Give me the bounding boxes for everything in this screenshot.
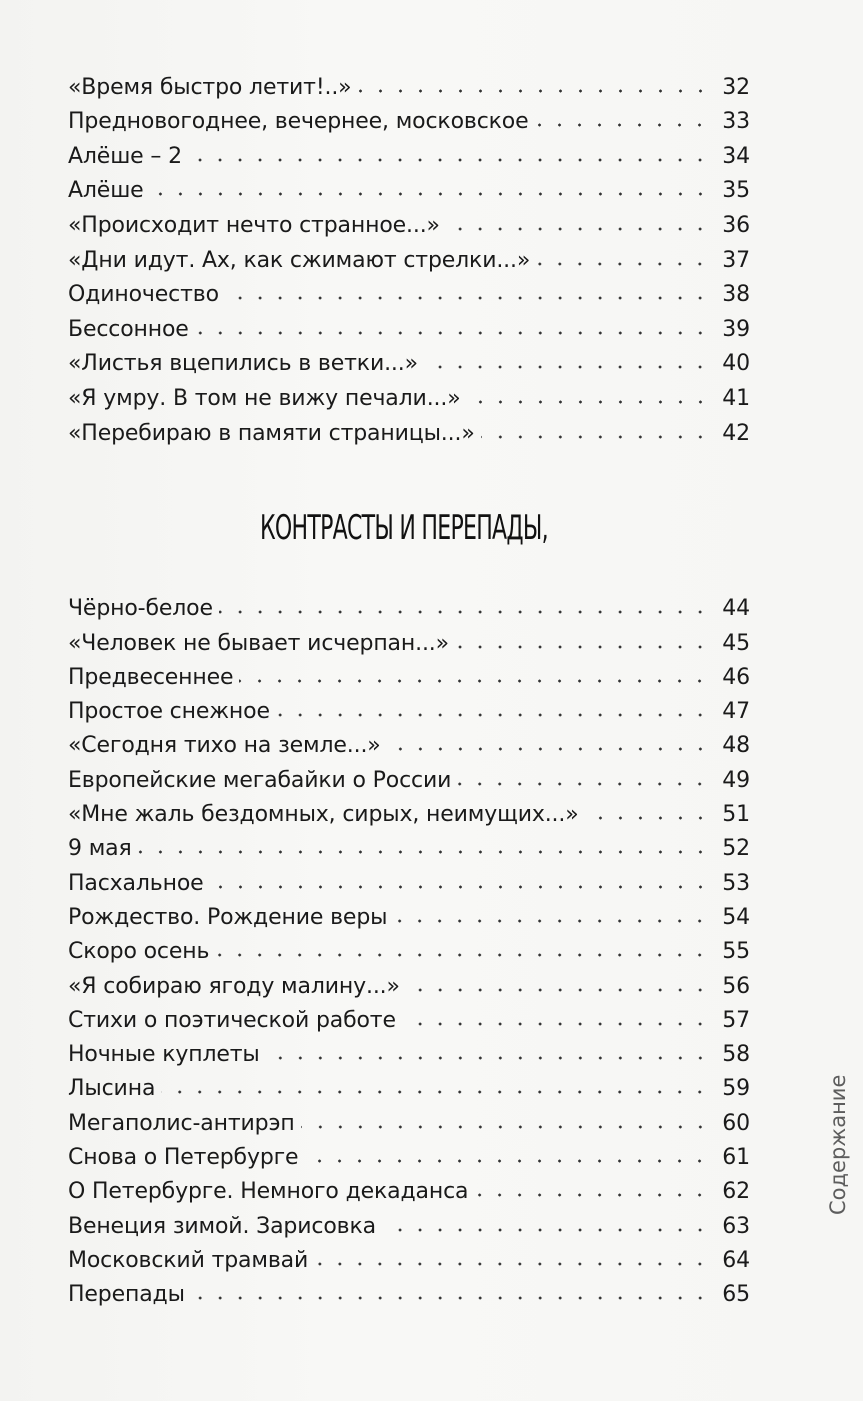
toc-entry-title: «Перебираю в памяти страницы...» bbox=[68, 420, 475, 446]
toc-entry-page: 57 bbox=[722, 1007, 750, 1033]
toc-entry-title: Предвесеннее bbox=[68, 664, 234, 690]
toc-entry-page: 58 bbox=[722, 1042, 750, 1068]
toc-entry bbox=[68, 410, 750, 445]
toc-entry-page: 42 bbox=[722, 420, 750, 446]
toc-entry bbox=[68, 1135, 750, 1169]
toc-leader-dots bbox=[150, 190, 710, 198]
toc-entry bbox=[68, 375, 750, 410]
toc-entry-page: 62 bbox=[722, 1179, 750, 1205]
toc-entry-title: Пасхальное bbox=[68, 870, 204, 896]
toc-entry-page: 36 bbox=[722, 212, 750, 238]
toc-entry-title: «Листья вцепились в ветки...» bbox=[68, 351, 418, 377]
toc-leader-dots bbox=[225, 294, 710, 302]
toc-entry-title: «Время быстро летит!..» bbox=[68, 74, 352, 100]
toc-entry-page: 63 bbox=[722, 1213, 750, 1239]
toc-entry-page: 52 bbox=[722, 836, 750, 862]
toc-entry-title: Простое снежное bbox=[68, 699, 270, 725]
toc-entry-title: Перепады bbox=[68, 1282, 185, 1308]
toc-entry bbox=[68, 306, 750, 341]
toc-entry bbox=[68, 1100, 750, 1134]
toc-entry-page: 47 bbox=[722, 699, 750, 725]
toc-entry bbox=[68, 586, 750, 620]
toc-list-part1 bbox=[68, 64, 750, 445]
toc-entry-page: 59 bbox=[722, 1076, 750, 1102]
toc-entry-title: Мегаполис-антирэп bbox=[68, 1110, 295, 1136]
toc-entry-title: Снова о Петербурге bbox=[68, 1145, 299, 1171]
toc-entry-page: 33 bbox=[722, 109, 750, 135]
toc-leader-dots bbox=[276, 711, 710, 719]
toc-leader-dots bbox=[382, 1226, 710, 1234]
toc-entry-page: 49 bbox=[722, 767, 750, 793]
toc-entry bbox=[68, 1032, 750, 1066]
toc-leader-dots bbox=[402, 1020, 710, 1028]
toc-entry-title: Рождество. Рождение веры bbox=[68, 904, 388, 930]
toc-entry-page: 41 bbox=[722, 385, 750, 411]
toc-leader-dots bbox=[301, 1123, 710, 1131]
toc-leader-dots bbox=[585, 814, 710, 822]
toc-entry bbox=[68, 64, 750, 99]
toc-entry-title: Одиночество bbox=[68, 282, 219, 308]
toc-entry-page: 61 bbox=[722, 1145, 750, 1171]
toc-entry-page: 46 bbox=[722, 664, 750, 690]
toc-entry bbox=[68, 341, 750, 376]
toc-entry-page: 44 bbox=[722, 596, 750, 622]
toc-entry-title: 9 мая bbox=[68, 836, 132, 862]
toc-leader-dots bbox=[387, 745, 710, 753]
toc-entry bbox=[68, 237, 750, 272]
toc-entry-page: 35 bbox=[722, 178, 750, 204]
toc-entry-title: Предновогоднее, вечернее, московское bbox=[68, 109, 529, 135]
toc-entry-title: Лысина bbox=[68, 1076, 156, 1102]
toc-entry bbox=[68, 792, 750, 826]
toc-entry bbox=[68, 826, 750, 860]
toc-entry-title: «Я собираю ягоду малину...» bbox=[68, 973, 400, 999]
toc-entry bbox=[68, 272, 750, 307]
toc-entry-title: Венеция зимой. Зарисовка bbox=[68, 1213, 376, 1239]
toc-entry-title: Московский трамвай bbox=[68, 1247, 309, 1273]
toc-entry-title: Стихи о поэтической работе bbox=[68, 1007, 396, 1033]
toc-entry bbox=[68, 1238, 750, 1272]
toc-entry bbox=[68, 929, 750, 963]
toc-leader-dots bbox=[161, 1088, 710, 1096]
running-head: Содержание bbox=[826, 1074, 850, 1215]
toc-entry-page: 45 bbox=[722, 630, 750, 656]
toc-entry-title: «Я умру. В том не вижу печали...» bbox=[68, 385, 461, 411]
toc-leader-dots bbox=[219, 608, 710, 616]
toc-entry-title: «Человек не бывает исчерпан...» bbox=[68, 630, 449, 656]
toc-entry bbox=[68, 1066, 750, 1100]
toc-leader-dots bbox=[406, 986, 710, 994]
toc-entry-page: 56 bbox=[722, 973, 750, 999]
toc-entry bbox=[68, 689, 750, 723]
toc-entry bbox=[68, 723, 750, 757]
toc-entry-title: Алёше bbox=[68, 178, 144, 204]
toc-entry-page: 65 bbox=[722, 1282, 750, 1308]
toc-entry-page: 48 bbox=[722, 733, 750, 759]
toc-leader-dots bbox=[195, 329, 710, 337]
toc-entry bbox=[68, 895, 750, 929]
toc-entry bbox=[68, 963, 750, 997]
toc-entry-page: 53 bbox=[722, 870, 750, 896]
toc-leader-dots bbox=[188, 156, 710, 164]
toc-entry-page: 64 bbox=[722, 1247, 750, 1273]
toc-leader-dots bbox=[266, 1054, 710, 1062]
toc-entry bbox=[68, 757, 750, 791]
toc-entry-title: Чёрно-белое bbox=[68, 596, 213, 622]
toc-leader-dots bbox=[455, 643, 710, 651]
toc-leader-dots bbox=[393, 917, 710, 925]
toc-leader-dots bbox=[457, 780, 710, 788]
toc-entry bbox=[68, 998, 750, 1032]
toc-entry-page: 32 bbox=[722, 74, 750, 100]
toc-leader-dots bbox=[215, 951, 710, 959]
toc-entry-page: 39 bbox=[722, 316, 750, 342]
toc-leader-dots bbox=[358, 87, 711, 95]
toc-entry-title: «Сегодня тихо на земле...» bbox=[68, 733, 381, 759]
toc-entry-title: О Петербурге. Немного декаданса bbox=[68, 1179, 469, 1205]
toc-entry-title: «Мне жаль бездомных, сирых, неимущих...» bbox=[68, 802, 579, 828]
toc-entry bbox=[68, 133, 750, 168]
toc-leader-dots bbox=[474, 1191, 710, 1199]
toc-entry bbox=[68, 202, 750, 237]
toc-leader-dots bbox=[446, 225, 710, 233]
toc-leader-dots bbox=[536, 260, 710, 268]
toc-entry-title: «Происходит нечто странное...» bbox=[68, 212, 440, 238]
toc-leader-dots bbox=[304, 1157, 710, 1165]
section-heading: КОНТРАСТЫ И ПЕРЕПАДЫ, bbox=[260, 508, 548, 548]
toc-entry bbox=[68, 99, 750, 134]
toc-entry bbox=[68, 860, 750, 894]
toc-leader-dots bbox=[481, 433, 710, 441]
toc-leader-dots bbox=[138, 848, 710, 856]
toc-entry bbox=[68, 655, 750, 689]
toc-leader-dots bbox=[424, 363, 710, 371]
toc-leader-dots bbox=[239, 677, 710, 685]
toc-leader-dots bbox=[210, 883, 710, 891]
toc-leader-dots bbox=[467, 398, 710, 406]
toc-entry-page: 60 bbox=[722, 1110, 750, 1136]
toc-entry bbox=[68, 620, 750, 654]
toc-entry bbox=[68, 168, 750, 203]
toc-entry-title: Бессонное bbox=[68, 316, 189, 342]
toc-entry-page: 34 bbox=[722, 143, 750, 169]
toc-entry-page: 55 bbox=[722, 939, 750, 965]
toc-leader-dots bbox=[191, 1294, 710, 1302]
toc-entry-title: Скоро осень bbox=[68, 939, 210, 965]
toc-entry bbox=[68, 1203, 750, 1237]
toc-entry-title: «Дни идут. Ах, как сжимают стрелки...» bbox=[68, 247, 531, 273]
toc-leader-dots bbox=[534, 121, 710, 129]
toc-entry bbox=[68, 1272, 750, 1306]
toc-entry-page: 54 bbox=[722, 904, 750, 930]
toc-entry-page: 51 bbox=[722, 802, 750, 828]
toc-entry-page: 37 bbox=[722, 247, 750, 273]
toc-leader-dots bbox=[314, 1260, 710, 1268]
toc-entry-page: 38 bbox=[722, 282, 750, 308]
toc-entry-page: 40 bbox=[722, 351, 750, 377]
toc-entry-title: Алёше – 2 bbox=[68, 143, 182, 169]
toc-entry bbox=[68, 1169, 750, 1203]
toc-list-part2 bbox=[68, 586, 750, 1306]
toc-entry-title: Европейские мегабайки о России bbox=[68, 767, 452, 793]
toc-entry-title: Ночные куплеты bbox=[68, 1042, 260, 1068]
